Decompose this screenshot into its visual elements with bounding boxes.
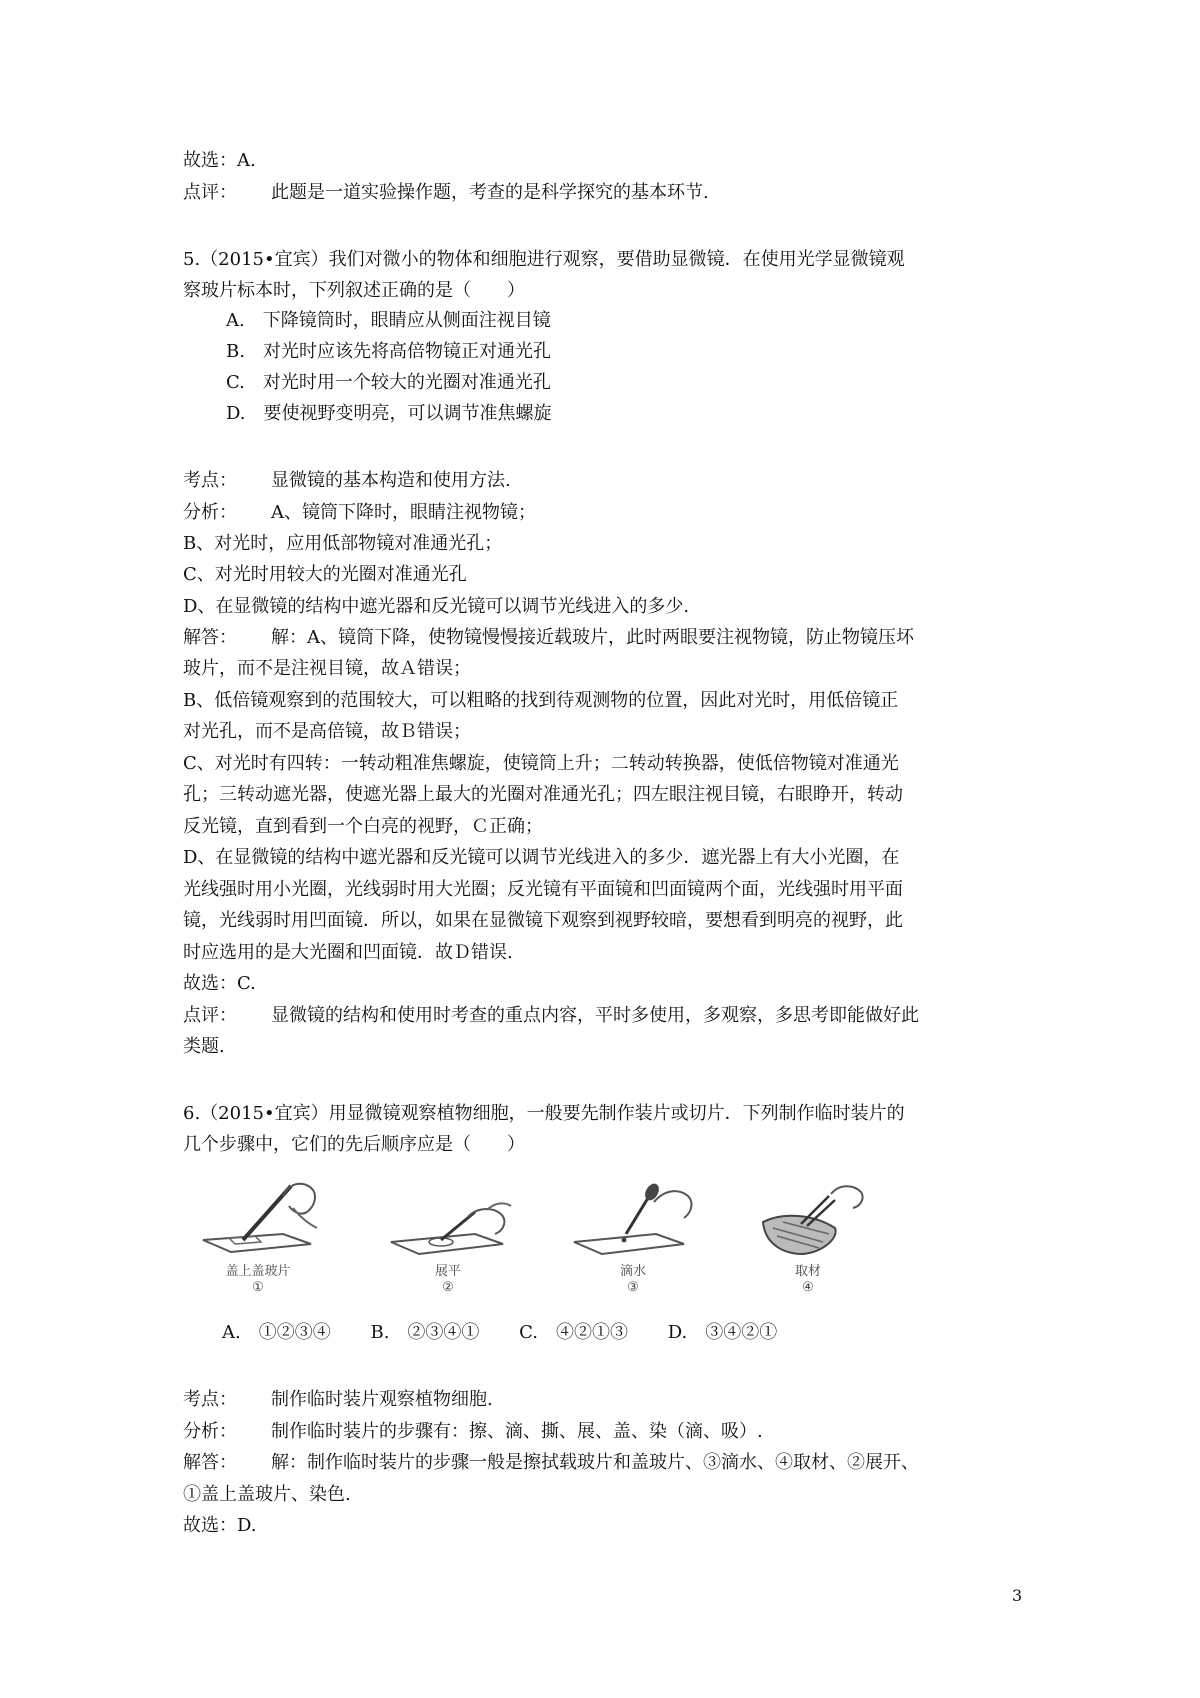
figure-drop-water [558,1172,708,1302]
q5-jieda-line-4: 对光孔，而不是高倍镜，故Ｂ错误； [183,721,471,742]
prev-comment [183,178,709,208]
figure-caption: 盖上盖玻片 [225,1264,291,1279]
q6-choice-a: A. ①②③④ [222,1322,331,1343]
q5-jieda [183,623,914,653]
figure-caption: 取材 [794,1264,821,1279]
q5-jieda-line-6: 孔；三转动遮光器，使遮光器上最大的光圈对准通光孔；四左眼注视目镜，右眼睁开，转动 [183,784,903,805]
q5-option-a: A. 下降镜筒时，眼睛应从侧面注视目镜 [226,310,551,331]
q5-kaodian [183,466,511,496]
prev-comment-label: 点评： [183,182,237,203]
q5-jieda-line-10: 镜，光线弱时用凹面镜．所以，如果在显微镜下观察到视野较暗，要想看到明亮的视野，此 [183,910,903,931]
q6-answer: 故选：D. [183,1515,257,1536]
prev-comment-text: 此题是一道实验操作题，考查的是科学探究的基本环节. [271,182,709,203]
q5-comment-label: 点评： [183,1005,237,1026]
q6-choices [222,1318,811,1348]
q5-fenxi-label: 分析： [183,502,237,523]
prev-answer: 故选：A. [183,150,256,171]
q5-jieda-line-9: 光线强时用小光圈，光线弱时用大光圈；反光镜有平面镜和凹面镜两个面，光线强时用平面 [183,879,903,900]
cover-slip-drawing-icon [193,1172,323,1264]
q5-option-c: C. 对光时用一个较大的光圈对准通光孔 [226,372,551,393]
q6-stem-line-1: 6.（2015•宜宾）用显微镜观察植物细胞，一般要先制作装片或切片．下列制作临时装片的 [183,1103,905,1124]
figure-number: ④ [802,1280,814,1295]
figure-cover-slip [183,1172,333,1302]
figure-number: ② [442,1280,454,1295]
page-number: 3 [1012,1586,1023,1605]
q6-fenxi-text: 制作临时装片的步骤有：擦、滴、撕、展、盖、染（滴、吸）. [271,1421,763,1442]
q6-fenxi-label: 分析： [183,1421,237,1442]
q6-figure-strip [183,1172,1063,1302]
spread-drawing-icon [383,1172,513,1264]
q6-jieda-line-2: ①盖上盖玻片、染色. [183,1484,351,1505]
q5-comment-line-2: 类题. [183,1036,225,1057]
q6-jieda [183,1448,919,1478]
figure-spread [373,1172,523,1302]
q5-stem-line-2: 察玻片标本时，下列叙述正确的是（ ） [183,280,525,301]
q5-option-b: B. 对光时应该先将高倍物镜正对通光孔 [226,341,551,362]
q6-jieda-text: 解：制作临时装片的步骤一般是擦拭载玻片和盖玻片、③滴水、④取材、②展开、 [271,1452,919,1473]
q5-comment-text: 显微镜的结构和使用时考查的重点内容，平时多使用，多观察，多思考即能做好此 [271,1005,919,1026]
q5-fenxi [183,498,536,528]
q5-fenxi-text: A、镜筒下降时，眼睛注视物镜； [271,502,536,523]
q6-kaodian-text: 制作临时装片观察植物细胞. [271,1389,493,1410]
figure-caption: 展平 [434,1264,461,1279]
q5-kaodian-label: 考点： [183,470,237,491]
q5-jieda-line-2: 玻片，而不是注视目镜，故Ａ错误； [183,658,471,679]
q6-kaodian [183,1385,493,1415]
q5-jieda-label: 解答： [183,627,237,648]
q5-jieda-line-7: 反光镜，直到看到一个白亮的视野，Ｃ正确； [183,816,543,837]
q6-choice-b: B. ②③④① [370,1322,480,1343]
q5-jieda-line-5: C、对光时有四转：一转动粗准焦螺旋，使镜筒上升；二转动转换器，使低倍物镜对准通光 [183,753,899,774]
q6-choice-d: D. ③④②① [667,1322,778,1343]
figure-caption: 滴水 [619,1264,646,1279]
q6-kaodian-label: 考点： [183,1389,237,1410]
q6-fenxi [183,1417,763,1447]
q5-jieda-line-11: 时应选用的是大光圈和凹面镜．故Ｄ错误. [183,942,513,963]
take-material-drawing-icon [743,1172,873,1264]
q5-comment [183,1001,919,1031]
q6-choice-c: C. ④②①③ [519,1322,629,1343]
figure-take-material [733,1172,883,1302]
q5-jieda-line-8: D、在显微镜的结构中遮光器和反光镜可以调节光线进入的多少．遮光器上有大小光圈，在 [183,847,900,868]
q5-fenxi-line-3: C、对光时用较大的光圈对准通光孔 [183,564,467,585]
drop-water-drawing-icon [568,1172,698,1264]
q5-option-d: D. 要使视野变明亮，可以调节准焦螺旋 [226,403,552,424]
figure-number: ① [252,1280,264,1295]
q5-fenxi-line-2: B、对光时，应用低部物镜对准通光孔； [183,533,503,554]
q5-answer: 故选：C. [183,973,256,994]
q5-jieda-text: 解：A、镜筒下降，使物镜慢慢接近载玻片，此时两眼要注视物镜，防止物镜压坏 [271,627,914,648]
q5-jieda-line-3: B、低倍镜观察到的范围较大，可以粗略的找到待观测物的位置，因此对光时，用低倍镜正 [183,690,899,711]
figure-number: ③ [627,1280,639,1295]
q5-kaodian-text: 显微镜的基本构造和使用方法. [271,470,511,491]
q6-stem-line-2: 几个步骤中，它们的先后顺序应是（ ） [183,1134,525,1155]
q5-fenxi-line-4: D、在显微镜的结构中遮光器和反光镜可以调节光线进入的多少. [183,596,690,617]
q5-stem-line-1: 5.（2015•宜宾）我们对微小的物体和细胞进行观察，要借助显微镜．在使用光学显微镜观 [183,249,905,270]
q6-jieda-label: 解答： [183,1452,237,1473]
